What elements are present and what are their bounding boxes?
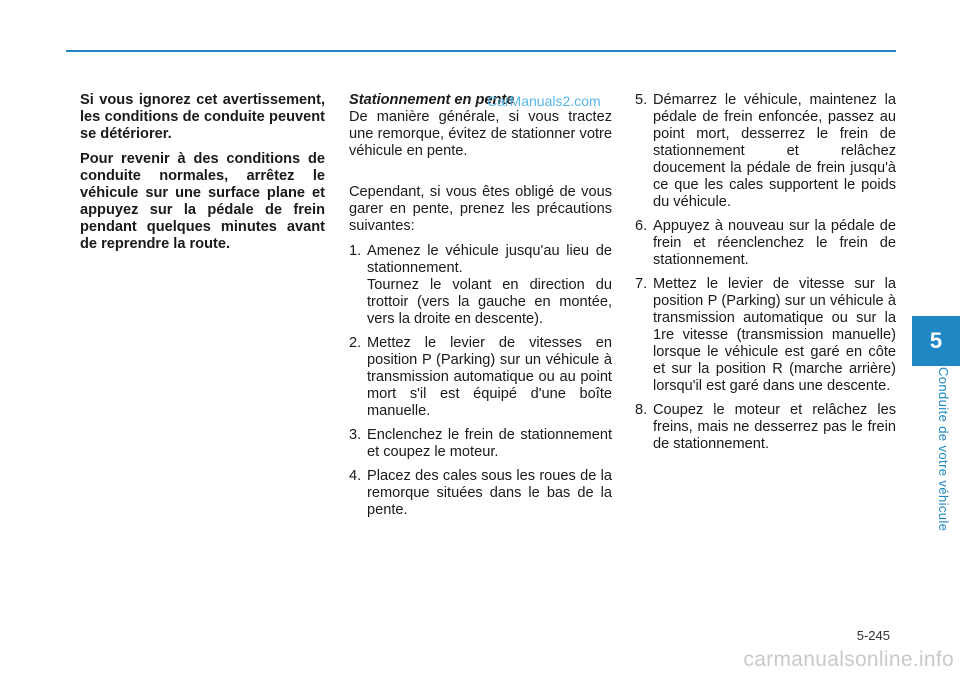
list-item <box>349 427 612 461</box>
step-note: Tournez le volant en direction du trottoir (vers la gauche en montée, vers la droite en descente). <box>367 277 612 327</box>
steps-column <box>635 92 896 453</box>
section-title: Stationnement en pente <box>349 92 515 108</box>
step-number: 3. <box>349 427 362 443</box>
step-text: Mettez le levier de vitesses en position P (Parking) sur un véhicule à transmission automatique ou au point mort s'il est équipé d'une boîte manuelle. <box>367 335 612 419</box>
warning-paragraph-2: Pour revenir à des conditions de conduite normales, arrêtez le véhicule sur une surface plane et appuyez sur la pédale de frein pendant quelques minutes avant de reprendre la route. <box>80 151 325 252</box>
step-text: Mettez le levier de vitesse sur la position P (Parking) sur un véhicule à transmission automatique ou sur la 1re vitesse (transmission manuelle) lorsque le véhicule est garé en côte et sur la position R (marche arrière) lorsqu'il est garé dans une descente. <box>653 276 896 394</box>
step-number: 7. <box>635 276 648 292</box>
list-item <box>349 468 612 519</box>
watermark-bottom: carmanualsonline.info <box>743 648 954 671</box>
warning-paragraph-1: Si vous ignorez cet avertissement, les conditions de conduite peuvent se détériorer. <box>80 92 325 142</box>
chapter-tab[interactable]: 5 <box>912 316 960 366</box>
step-number: 1. <box>349 243 362 259</box>
step-text: Démarrez le véhicule, maintenez la pédale de frein enfoncée, passez au point mort, desserrez le frein de stationnement et relâchez doucement la pédale de frein jusqu'à ce que les cales supportent le poids du véhicule. <box>653 92 896 210</box>
page-number: 5-245 <box>856 628 890 643</box>
step-text: Amenez le véhicule jusqu'au lieu de stationnement. <box>367 243 612 276</box>
intro-paragraph: De manière générale, si vous tractez une remorque, évitez de stationner votre véhicule en pente. <box>349 109 612 159</box>
step-number: 6. <box>635 218 648 234</box>
step-text: Placez des cales sous les roues de la remorque situées dans le bas de la pente. <box>367 468 612 518</box>
step-text: Appuyez à nouveau sur la pédale de frein et réenclenchez le frein de stationnement. <box>653 218 896 268</box>
warning-column <box>80 92 325 253</box>
list-item <box>349 335 612 420</box>
list-item <box>635 402 896 453</box>
step-number: 4. <box>349 468 362 484</box>
watermark-top: CarManuals2.com <box>487 93 601 109</box>
list-item <box>635 218 896 269</box>
step-number: 8. <box>635 402 648 418</box>
header-rule <box>66 50 896 52</box>
list-item <box>349 243 612 277</box>
list-item <box>635 276 896 395</box>
chapter-title: Conduite de votre véhicule <box>936 367 951 532</box>
parking-column <box>349 92 612 519</box>
list-item <box>635 92 896 211</box>
step-number: 2. <box>349 335 362 351</box>
step-text: Coupez le moteur et relâchez les freins, mais ne desserrez pas le frein de stationnement. <box>653 402 896 452</box>
precautions-paragraph: Cependant, si vous êtes obligé de vous garer en pente, prenez les précautions suivantes: <box>349 184 612 234</box>
step-number: 5. <box>635 92 648 108</box>
steps-list-1 <box>349 243 612 519</box>
step-text: Enclenchez le frein de stationnement et coupez le moteur. <box>367 427 612 460</box>
